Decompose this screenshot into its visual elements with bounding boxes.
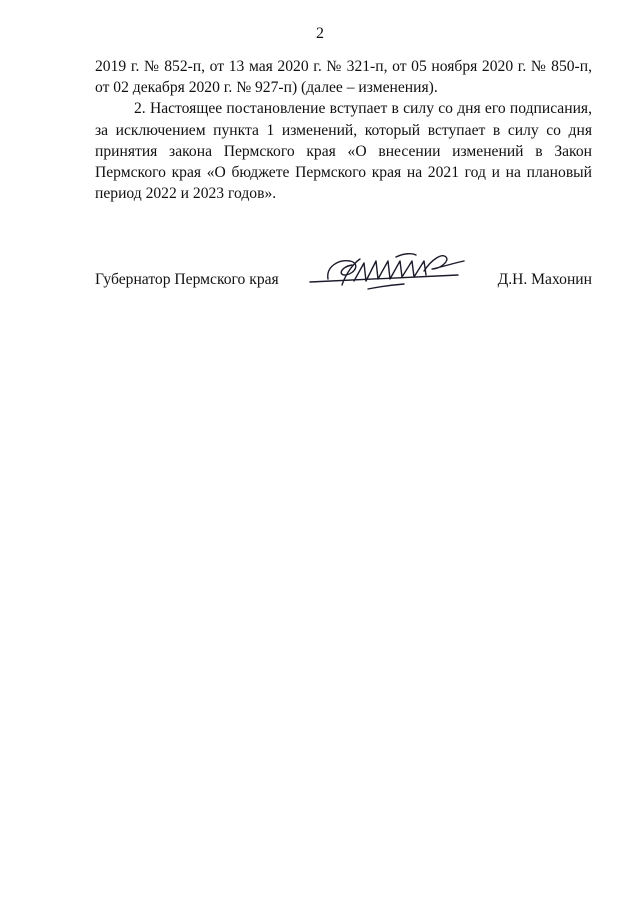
page-number: 2 <box>316 25 324 42</box>
signature-block <box>95 255 592 305</box>
handwritten-signature-icon <box>308 249 468 299</box>
document-body <box>95 56 592 204</box>
signatory-title: Губернатор Пермского края <box>95 271 279 288</box>
paragraph-effective-date: 2. Настоящее постановление вступает в силу со дня его подписания, за исключением пункта 1 изменений, который вступает в силу со дня принятия закона Пермского края «О внесении изменений в Закон Пермского края «О бюджете Пермского края на 2021 год и на плановый период 2022 и 2023 годов». <box>95 100 592 203</box>
paragraph-continuation: 2019 г. № 852-п, от 13 мая 2020 г. № 321-п, от 05 ноября 2020 г. № 850-п, от 02 декабря 2020 г. № 927-п) (далее – изменения). <box>95 58 592 97</box>
signatory-name: Д.Н. Махонин <box>497 271 592 288</box>
